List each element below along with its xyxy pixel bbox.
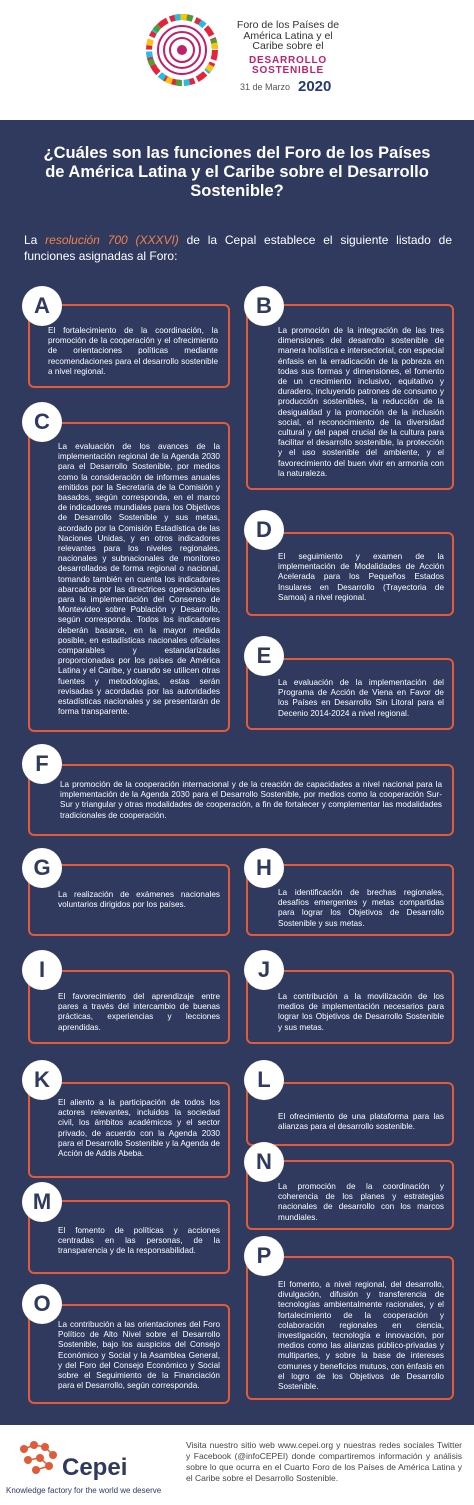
- cepei-brand: Cepei: [62, 1454, 128, 1481]
- forum-logo-icon: [146, 14, 218, 86]
- function-letter-j: J: [244, 950, 284, 990]
- function-letter-h: H: [244, 848, 284, 888]
- function-text: El fortalecimiento de la coordinación, la promoción de la cooperación y el ofrecimiento de orientaciones políticas mediante recomendaciones para el desarrollo sostenible a nivel regional.: [48, 326, 218, 376]
- function-letter-f: F: [22, 744, 62, 784]
- function-text: La promoción de la coordinación y coherencia de los planes y estrategias nacionales de desarrollo con los marcos mundiales.: [278, 1182, 444, 1222]
- page-title: ¿Cuáles son las funciones del Foro de los Países de América Latina y el Caribe sobre el Desarrollo Sostenible?: [43, 144, 431, 200]
- forum-date: 31 de Marzo: [240, 82, 291, 92]
- cepei-brain-logo-icon: [16, 1439, 60, 1479]
- footer-text: Visita nuestro sitio web www.cepei.org y nuestras redes sociales Twitter y Facebook (@infoCEPEI) donde compartiremos información y análisis sobre lo que ocurra en el Cuarto Foro de los Países de América Latina y el Caribe sobre el Desarrollo Sostenible.: [186, 1440, 462, 1483]
- function-text: La evaluación de los avances de la implementación regional de la Agenda 2030 para el Desarrollo Sostenible, por medios como la consideración de informes anuales emitidos por la Secretaría de la Comisión y basados, según corresponda, en el marco de indicadores mundiales para los Objetivos de Desarrollo Sostenible y sus metas, acordado por la Comisión Estadística de las Naciones Unidas, y en otros indicadores relevantes para los niveles regionales, nacionales y subnacionales de monitoreo desarrollados de forma regional o nacional, tomando también en cuenta los indicadores abarcados por las directrices operacionales para la implementación del Consenso de Montevideo sobre Población y Desarrollo, según corresponda. Todos los indicadores deberán basarse, en la mayor medida posible, en estadísticas nacionales oficiales comparables y estandarizadas proporcionadas por los países de América Latina y el Caribe, y cuando se utilicen otras fuentes y metodologías, estas serán revisadas y acordadas por las autoridades estadísticas nacionales y se presentarán de forma transparente.: [58, 442, 220, 717]
- intro-suffix: de la Cepal establece el siguiente listado de funciones asignadas al Foro:: [24, 233, 452, 263]
- forum-year: 2020: [298, 78, 332, 95]
- function-text: El seguimiento y examen de la implementación de Modalidades de Acción Acelerada para los Pequeños Estados Insulares en Desarrollo (Trayectoria de Samoa) a nivel regional.: [278, 552, 444, 602]
- function-box-k: [28, 1082, 230, 1178]
- forum-name: Foro de los Países de América Latina y el Caribe sobre el: [236, 19, 340, 52]
- function-text: La evaluación de la implementación del Programa de Acción de Viena en Favor de los Países en Desarrollo Sin Litoral para el Decenio 2014-2024 a nivel regional.: [278, 678, 444, 718]
- function-letter-d: D: [244, 510, 284, 550]
- function-text: El fomento de políticas y acciones centradas en las personas, de la transparencia y de la responsabilidad.: [58, 1226, 220, 1256]
- function-text: La realización de exámenes nacionales voluntarios dirigidos por los países.: [58, 890, 220, 910]
- function-letter-i: I: [22, 950, 62, 990]
- forum-title: DESARROLLO SOSTENIBLE: [249, 55, 327, 76]
- function-letter-l: L: [244, 1060, 284, 1100]
- function-letter-p: P: [244, 1236, 284, 1276]
- intro-paragraph: [24, 232, 452, 264]
- function-letter-k: K: [22, 1060, 62, 1100]
- function-letter-b: B: [244, 286, 284, 326]
- function-box-p: [246, 1256, 454, 1400]
- function-box-f: [28, 764, 454, 836]
- intro-prefix: La: [24, 233, 46, 247]
- function-text: El ofrecimiento de una plataforma para las alianzas para el desarrollo sostenible.: [278, 1112, 444, 1132]
- function-text: La promoción de la cooperación internacional y de la creación de capacidades a nivel nacional para la implementación de la Agenda 2030 para el Desarrollo Sostenible, por medios como la cooperación Sur-Sur y triangular y otras modalidades de cooperación, a fin de fortalecer y complementar las modalidades tradicionales de cooperación.: [60, 780, 442, 820]
- function-text: El aliento a la participación de todos los actores relevantes, incluidos la sociedad civil, los ámbitos académicos y el sector privado, de acuerdo con la Agenda 2030 para el Desarrollo Sostenible y la Agenda de Acción de Addis Abeba.: [58, 1098, 220, 1159]
- function-text: El favorecimiento del aprendizaje entre pares a través del intercambio de buenas prácticas, experiencias y lecciones aprendidas.: [58, 992, 220, 1032]
- function-text: La contribución a la movilización de los medios de implementación necesarios para lograr los Objetivos de Desarrollo Sostenible y sus metas.: [278, 992, 444, 1032]
- cepei-tagline: Knowledge factory for the world we deserve: [6, 1486, 162, 1495]
- function-text: La identificación de brechas regionales, desafíos emergentes y metas compartidas para lograr los Objetivos de Desarrollo Sostenible y sus metas.: [278, 888, 444, 928]
- header-banner: [0, 0, 474, 120]
- function-letter-a: A: [22, 286, 62, 326]
- function-text: La contribución a las orientaciones del Foro Político de Alto Nivel sobre el Desarrollo Sostenible, bajo los auspicios del Consejo Económico y Social y la Asamblea General, y del Foro del Consejo Económico y Social sobre el Seguimiento de la Financiación para el Desarrollo, según corresponda.: [58, 1320, 220, 1391]
- function-letter-m: M: [22, 1182, 62, 1222]
- function-letter-c: C: [22, 402, 62, 442]
- function-letter-g: G: [22, 848, 62, 888]
- function-box-c: [28, 422, 230, 732]
- function-letter-o: O: [22, 1284, 62, 1324]
- function-letter-e: E: [244, 636, 284, 676]
- resolution-reference: resolución 700 (XXXVI): [45, 233, 179, 247]
- function-box-b: [246, 304, 454, 490]
- function-letter-n: N: [244, 1142, 284, 1182]
- function-text: El fomento, a nivel regional, del desarrollo, divulgación, difusión y transferencia de tecnologías ambientalmente racionales, y el fortalecimiento de la cooperación y colaboración regionales en ciencia, investigación, tecnología e innovación, por medios como las alianzas público-privadas y multipartes, y sobre la base de intereses comunes y beneficios mutuos, con énfasis en el logro de los Objetivos de Desarrollo Sostenible.: [278, 1280, 444, 1392]
- function-box-o: [28, 1304, 230, 1404]
- function-text: La promoción de la integración de las tres dimensiones del desarrollo sostenible de manera holística e intersectorial, con especial énfasis en la erradicación de la pobreza en todas sus formas y dimensiones, el fomento de un crecimiento inclusivo, equitativo y duradero, incluyendo patrones de consumo y producción sostenibles, la reducción de la desigualdad y la promoción de la inclusión social, el reconocimiento de la diversidad cultural y del papel crucial de la cultura para facilitar el desarrollo sostenible, la protección y el uso sostenible del ambiente, y el favorecimiento del buen vivir en armonía con la naturaleza.: [278, 326, 444, 478]
